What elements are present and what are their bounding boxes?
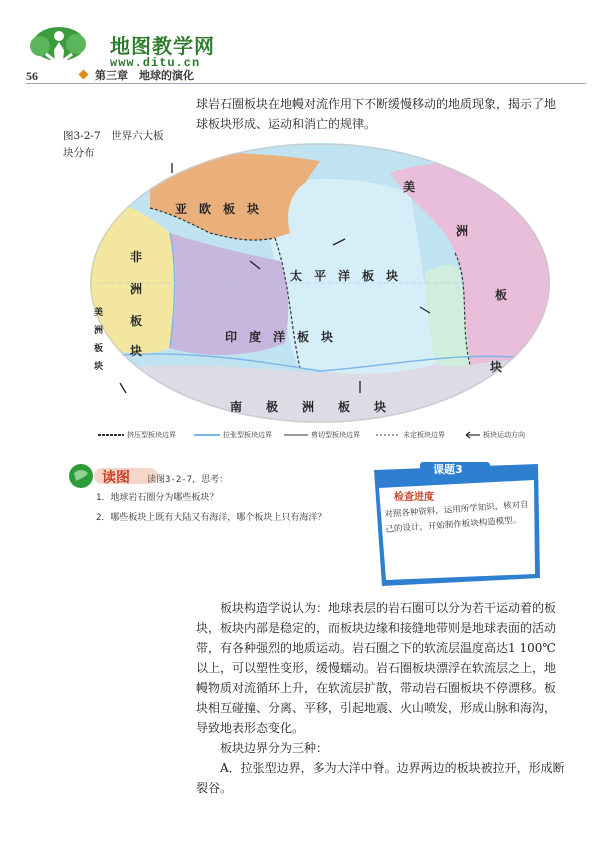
label-africa-4: 块 — [130, 344, 143, 358]
label-left-america-4: 块 — [94, 362, 104, 372]
label-america-3: 板 — [495, 288, 508, 302]
page-number: 56 — [26, 69, 38, 83]
plate-map — [90, 143, 550, 423]
label-america-1: 美 — [403, 180, 416, 194]
figure-label-line2: 块分布 — [63, 147, 95, 159]
intro-paragraph: 球岩石圈板块在地幔对流作用下不断缓慢移动的地质现象，揭示了地球板块形成、运动和消亡的规律。 — [196, 97, 557, 131]
label-antarctic-plate: 南 极 洲 板 块 — [230, 400, 387, 414]
legend-shear — [284, 430, 360, 440]
legend-compress-label: 挤压型板块边界 — [127, 431, 176, 439]
figure-label-line1: 图3-2-7 世界六大板 — [63, 130, 164, 142]
label-indo-plate: 印 度 洋 板 块 — [225, 330, 334, 344]
label-left-america-1: 美 — [94, 308, 104, 318]
label-america-2: 洲 — [456, 224, 469, 238]
legend-undetermined-label: 未定板块边界 — [403, 431, 445, 439]
legend-direction-label: 板块运动方向 — [483, 431, 525, 439]
label-pacific-plate: 太 平 洋 板 块 — [290, 269, 399, 283]
motion-arrow-icon — [462, 431, 480, 439]
main-text — [196, 598, 566, 798]
shear-boundary-icon — [284, 432, 308, 438]
label-america-4: 块 — [490, 360, 503, 374]
read-lead: 读图3-2-7，思考： — [147, 475, 229, 485]
legend-direction — [462, 430, 525, 440]
read-question-1: 1．地球岩石圈分为哪些板块？ — [96, 493, 219, 503]
chapter-title: 第三章 地球的演化 — [95, 69, 194, 82]
map-legend — [96, 430, 556, 444]
extend-boundary-icon — [194, 432, 220, 438]
task-text: 对照各种资料，运用所学知识，核对自己的设计，开始制作板块构造模型。 — [384, 499, 530, 535]
legend-compress — [98, 430, 176, 440]
site-name: 地图教学网 — [110, 34, 215, 58]
paragraph: 板块构造学说认为：地球表层的岩石圈可以分为若干运动着的板块，板块内部是稳定的，而板块边缘和接缝地带则是地球表面的活动带，有各种强烈的地质运动。岩石圈之下的软流层温度高达1 100℃以上，可以塑性变形，缓慢蠕动。岩石圈板块漂浮在软流层之上，地幔物质对流循环上升，在软流层扩散，带动岩石圈板块不停漂移。板块相互碰撞、分离、平移，引起地震、火山喷发，形成山脉和海沟，导致地表形态变化。 — [196, 601, 557, 735]
paragraph: 板块边界分为三种： — [220, 741, 329, 755]
header-divider — [26, 83, 586, 84]
legend-extend — [194, 430, 272, 440]
label-left-america-3: 板 — [94, 344, 104, 354]
plate-motion-arrow-icon — [120, 383, 126, 393]
undetermined-boundary-icon — [376, 432, 400, 438]
legend-undetermined — [376, 430, 445, 440]
legend-shear-label: 剪切型板块边界 — [311, 431, 360, 439]
compress-boundary-icon — [98, 432, 124, 438]
label-africa-3: 板 — [130, 314, 143, 328]
read-question-2: 2．哪些板块上既有大陆又有海洋，哪个板块上只有海洋？ — [96, 513, 327, 523]
label-left-america-2: 洲 — [94, 326, 104, 336]
label-africa-1: 非 — [130, 250, 143, 264]
label-africa-2: 洲 — [130, 282, 143, 296]
paragraph: A．拉张型边界，多为大洋中脊。边界两边的板块被拉开，形成断裂谷。 — [196, 761, 565, 795]
label-eurasian-plate: 亚 欧 板 块 — [175, 202, 260, 216]
legend-extend-label: 拉张型板块边界 — [223, 431, 272, 439]
task-title: 课题3 — [433, 463, 463, 476]
task-subtitle: 检查进度 — [394, 492, 434, 503]
site-url: www.ditu.cn — [110, 56, 201, 70]
read-title: 读图 — [102, 470, 130, 486]
